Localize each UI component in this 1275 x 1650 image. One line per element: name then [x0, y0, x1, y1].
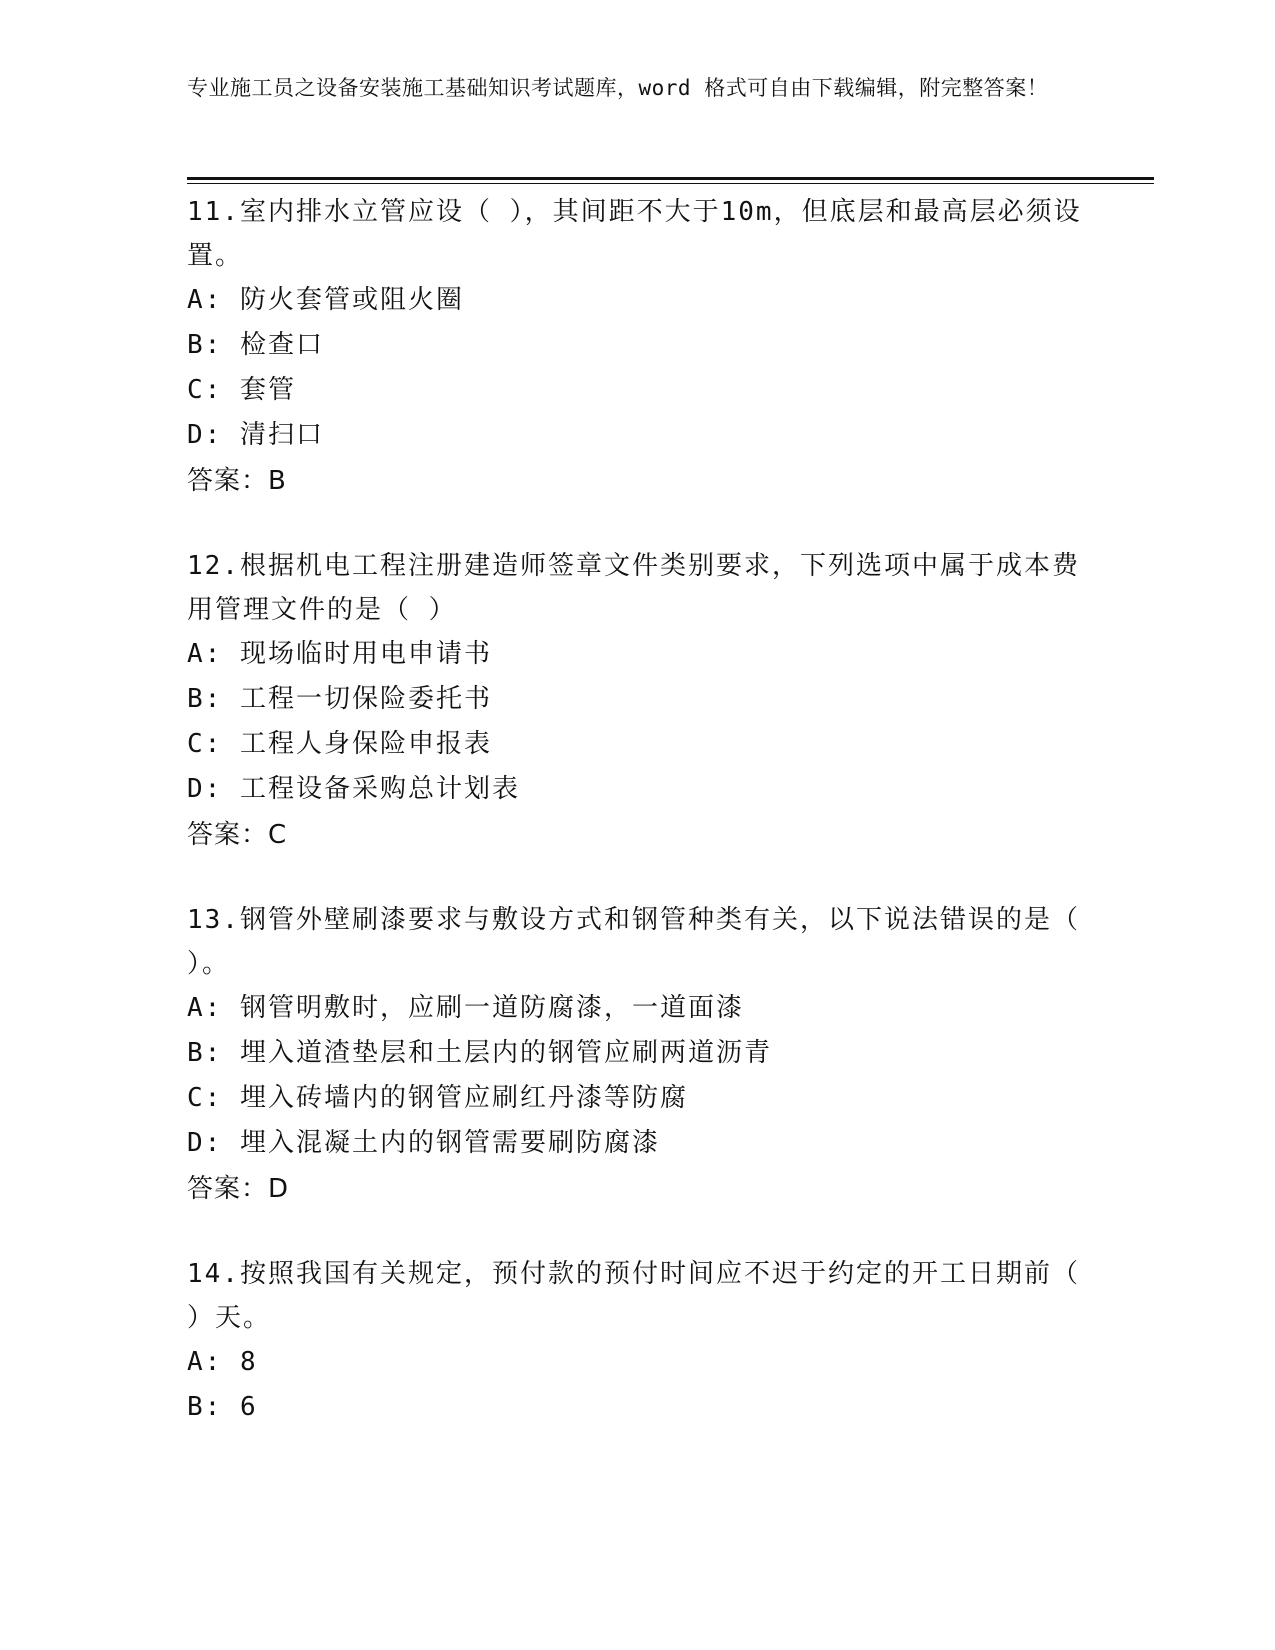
question-12	[187, 544, 1087, 858]
option-b: B: 工程一切保险委托书	[187, 684, 492, 714]
option-b: B: 埋入道渣垫层和土层内的钢管应刷两道沥青	[187, 1038, 772, 1068]
option-a: A: 防火套管或阻火圈	[187, 285, 464, 315]
option-c: C: 埋入砖墙内的钢管应刷红丹漆等防腐	[187, 1083, 688, 1113]
document-header: 专业施工员之设备安装施工基础知识考试题库，word 格式可自由下载编辑，附完整答案！	[187, 76, 1049, 100]
option-a: A: 8	[187, 1347, 258, 1377]
option-c: C: 工程人身保险申报表	[187, 729, 492, 759]
question-text: 14.按照我国有关规定，预付款的预付时间应不迟于约定的开工日期前（ ）天。	[187, 1259, 1080, 1333]
answer-line: 答案：C	[187, 820, 288, 850]
header-rule-thick	[187, 177, 1154, 180]
question-text: 13.钢管外壁刷漆要求与敷设方式和钢管种类有关，以下说法错误的是（ ）。	[187, 905, 1080, 979]
question-list	[187, 190, 1087, 1470]
header-rule-thin	[187, 183, 1154, 184]
question-14	[187, 1252, 1087, 1430]
question-text: 12.根据机电工程注册建造师签章文件类别要求，下列选项中属于成本费用管理文件的是（ ）	[187, 551, 1080, 625]
option-d: D: 清扫口	[187, 420, 324, 450]
option-a: A: 钢管明敷时，应刷一道防腐漆，一道面漆	[187, 993, 744, 1023]
option-d: D: 埋入混凝土内的钢管需要刷防腐漆	[187, 1128, 660, 1158]
option-b: B: 检查口	[187, 330, 324, 360]
answer-line: 答案：B	[187, 466, 287, 496]
option-a: A: 现场临时用电申请书	[187, 639, 492, 669]
option-b: B: 6	[187, 1392, 258, 1422]
answer-line: 答案：D	[187, 1174, 290, 1204]
question-13	[187, 898, 1087, 1212]
question-11	[187, 190, 1087, 504]
question-text: 11.室内排水立管应设（ ），其间距不大于10m，但底层和最高层必须设置。	[187, 197, 1082, 271]
option-c: C: 套管	[187, 375, 296, 405]
option-d: D: 工程设备采购总计划表	[187, 774, 520, 804]
